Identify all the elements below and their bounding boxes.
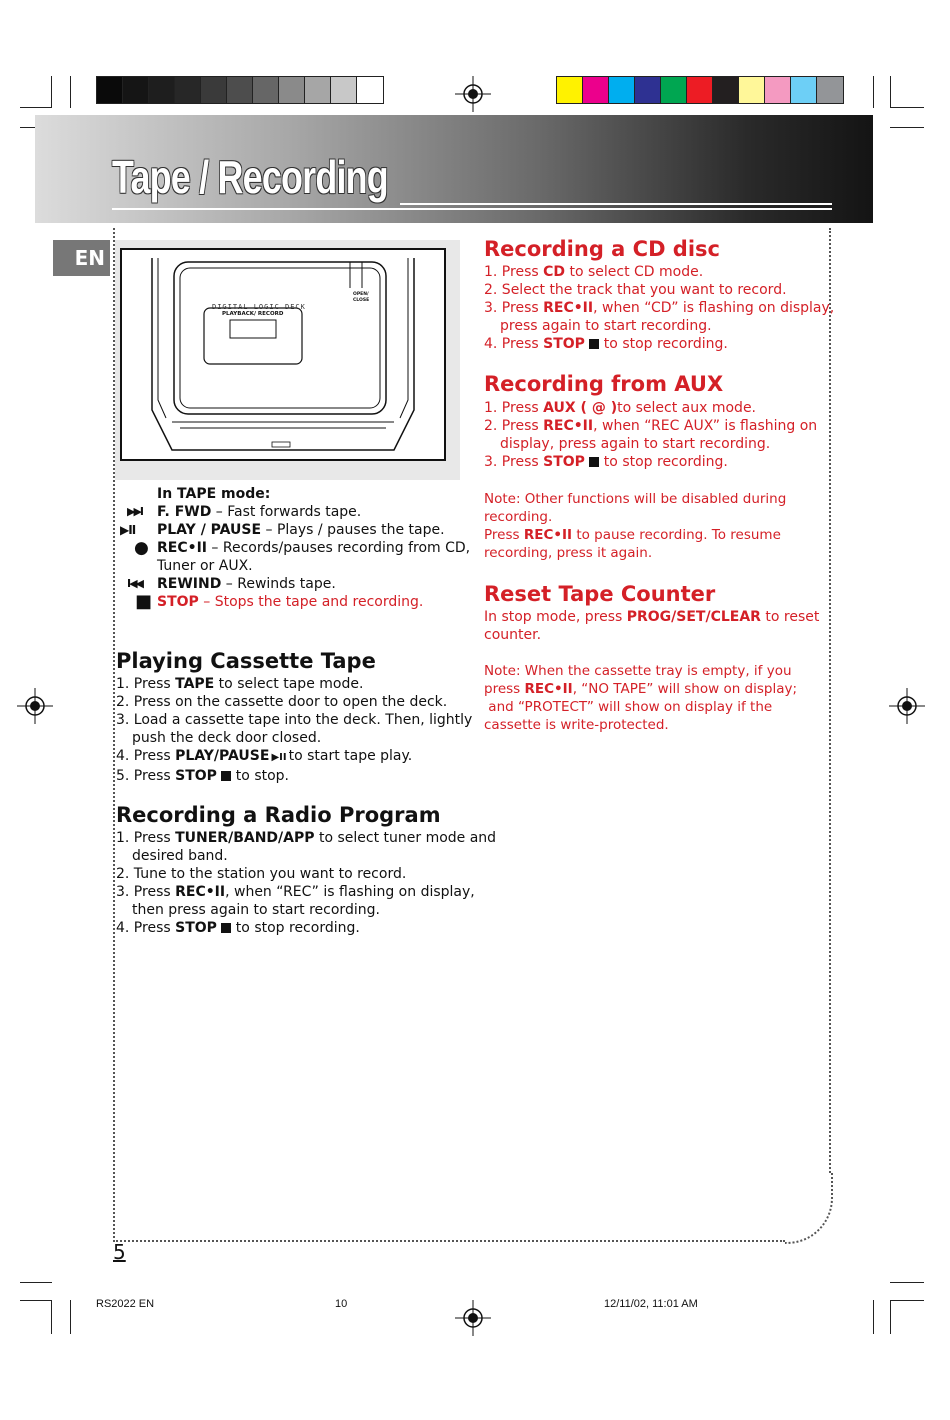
key-desc: Tuner or AUX. xyxy=(157,558,253,574)
list-item xyxy=(157,539,470,575)
color-swatch xyxy=(279,77,305,103)
list-item: display, press again to start recording. xyxy=(500,436,771,452)
list-item: 3. Press REC•II, when “REC” is flashing on display, xyxy=(116,884,475,900)
crop-mark xyxy=(20,1282,52,1283)
reset-note xyxy=(484,662,797,734)
crop-mark xyxy=(70,1300,71,1334)
list-item: 3. Press REC•II, when “CD” is flashing on display, xyxy=(484,300,835,316)
list-item: 2. Select the track that you want to record. xyxy=(484,282,787,298)
play-pause-icon: ▶II xyxy=(271,752,287,763)
list-item: 4. Press STOP to stop recording. xyxy=(116,920,360,936)
crop-mark xyxy=(51,76,52,108)
crop-mark xyxy=(873,76,874,108)
list-item xyxy=(157,503,361,521)
deck-label: DIGITAL LOGIC DECK xyxy=(212,303,306,311)
key-label: F. FWD xyxy=(157,504,212,520)
list-item: 2. Press REC•II, when “REC AUX” is flashing on xyxy=(484,418,818,434)
dotted-border xyxy=(113,1240,785,1242)
crop-mark xyxy=(890,1300,891,1334)
play-pause-icon: ▶II xyxy=(120,523,136,537)
list-item: 1. Press TUNER/BAND/APP to select tuner mode and xyxy=(116,830,497,846)
section-heading-radio: Recording a Radio Program xyxy=(116,803,441,827)
crop-mark xyxy=(873,1300,874,1334)
color-swatch xyxy=(253,77,279,103)
note-line: recording. xyxy=(484,509,553,525)
key-desc: – Rewinds tape. xyxy=(221,576,336,592)
color-swatch xyxy=(765,77,791,103)
color-swatch xyxy=(583,77,609,103)
radio-steps xyxy=(116,829,496,937)
list-item: 1. Press CD to select CD mode. xyxy=(484,264,704,280)
crop-mark xyxy=(890,1300,924,1301)
footer-sheet-number: 10 xyxy=(335,1298,348,1310)
stop-icon: ■ xyxy=(135,591,153,612)
record-icon: ● xyxy=(134,538,149,558)
list-item: In stop mode, press PROG/SET/CLEAR to reset xyxy=(484,609,820,625)
color-swatch xyxy=(331,77,357,103)
color-swatch xyxy=(609,77,635,103)
note-line: Note: Other functions will be disabled during xyxy=(484,491,787,507)
footer-doc-id: RS2022 EN xyxy=(96,1298,155,1310)
stop-icon xyxy=(221,923,231,933)
open-close-label: OPEN/ CLOSE xyxy=(353,292,370,303)
note-line: Press REC•II to pause recording. To resume xyxy=(484,527,781,543)
color-swatch xyxy=(713,77,739,103)
color-swatch xyxy=(97,77,123,103)
title-underline xyxy=(112,208,832,210)
list-item: 1. Press AUX ( @ )to select aux mode. xyxy=(484,400,757,416)
color-swatch xyxy=(149,77,175,103)
rewind-icon: I◀◀ xyxy=(127,577,143,590)
key-label: PLAY / PAUSE xyxy=(157,522,262,538)
key-desc: – Fast forwards tape. xyxy=(211,504,362,520)
color-swatch xyxy=(305,77,331,103)
crop-mark xyxy=(890,107,924,108)
crop-mark xyxy=(890,127,924,128)
color-swatch xyxy=(817,77,843,103)
crop-mark xyxy=(51,1300,52,1334)
list-item xyxy=(157,593,423,611)
crop-mark xyxy=(20,1300,52,1301)
list-item: 3. Press STOP to stop recording. xyxy=(484,454,728,470)
section-heading-reset: Reset Tape Counter xyxy=(484,582,716,606)
cassette-deck-drawing xyxy=(122,250,444,459)
color-swatch xyxy=(687,77,713,103)
list-item: 4. Press STOP to stop recording. xyxy=(484,336,728,352)
crop-mark xyxy=(70,76,71,108)
language-tab: EN xyxy=(53,240,110,276)
key-label: REC•II xyxy=(157,540,207,556)
color-swatch xyxy=(201,77,227,103)
note-line: recording, press it again. xyxy=(484,545,653,561)
stop-icon xyxy=(589,339,599,349)
color-swatch xyxy=(227,77,253,103)
color-swatch xyxy=(175,77,201,103)
color-swatch xyxy=(739,77,765,103)
dotted-border-corner xyxy=(785,1172,833,1244)
key-desc: – Records/pauses recording from CD, xyxy=(206,540,471,556)
reset-text xyxy=(484,608,819,644)
registration-target-icon xyxy=(455,76,491,112)
color-swatch xyxy=(123,77,149,103)
crop-mark xyxy=(890,76,891,108)
key-desc: – Stops the tape and recording. xyxy=(198,594,424,610)
crop-mark xyxy=(890,1282,924,1283)
list-item: 2. Press on the cassette door to open the deck. xyxy=(116,694,448,710)
cd-steps xyxy=(484,263,834,353)
page-number: 5 xyxy=(113,1240,126,1264)
note-line: press REC•II, “NO TAPE” will show on display; xyxy=(484,681,798,697)
registration-target-icon xyxy=(17,688,53,724)
playing-steps xyxy=(116,675,472,785)
color-calibration-bar xyxy=(556,76,844,104)
section-heading-cd: Recording a CD disc xyxy=(484,237,720,261)
stop-icon xyxy=(221,771,231,781)
dotted-border xyxy=(829,228,831,1173)
section-heading-aux: Recording from AUX xyxy=(484,372,724,396)
list-item: counter. xyxy=(484,627,542,643)
color-swatch xyxy=(635,77,661,103)
page-title: Tape / Recording xyxy=(112,151,388,203)
list-item xyxy=(157,575,336,593)
list-item: 2. Tune to the station you want to record. xyxy=(116,866,407,882)
color-swatch xyxy=(557,77,583,103)
deck-sublabel: PLAYBACK/ RECORD xyxy=(222,311,284,317)
registration-target-icon xyxy=(455,1300,491,1336)
list-item: 5. Press STOP to stop. xyxy=(116,768,289,784)
list-item: desired band. xyxy=(132,848,228,864)
note-line: cassette is write-protected. xyxy=(484,717,669,733)
list-item: 4. Press PLAY/PAUSE ▶II to start tape play. xyxy=(116,748,413,764)
color-swatch xyxy=(661,77,687,103)
list-item: then press again to start recording. xyxy=(132,902,380,918)
tape-mode-heading: In TAPE mode: xyxy=(157,486,271,502)
grayscale-calibration-bar xyxy=(96,76,384,104)
list-item: push the deck door closed. xyxy=(132,730,322,746)
section-heading-playing: Playing Cassette Tape xyxy=(116,649,376,673)
note-line: Note: When the cassette tray is empty, if you xyxy=(484,663,792,679)
title-underline xyxy=(400,203,832,205)
list-item: 1. Press TAPE to select tape mode. xyxy=(116,676,364,692)
note-line: and “PROTECT” will show on display if the xyxy=(484,699,773,715)
aux-note xyxy=(484,490,786,562)
list-item: 3. Load a cassette tape into the deck. Then, lightly xyxy=(116,712,473,728)
stop-icon xyxy=(589,457,599,467)
key-label: REWIND xyxy=(157,576,222,592)
key-desc: – Plays / pauses the tape. xyxy=(261,522,445,538)
list-item xyxy=(157,521,445,539)
registration-target-icon xyxy=(889,688,925,724)
fast-forward-icon: ▶▶I xyxy=(127,505,143,518)
list-item: press again to start recording. xyxy=(500,318,712,334)
color-swatch xyxy=(357,77,383,103)
key-label: STOP xyxy=(157,594,199,610)
crop-mark xyxy=(20,107,52,108)
footer-timestamp: 12/11/02, 11:01 AM xyxy=(604,1298,698,1310)
color-swatch xyxy=(791,77,817,103)
aux-steps xyxy=(484,399,817,471)
